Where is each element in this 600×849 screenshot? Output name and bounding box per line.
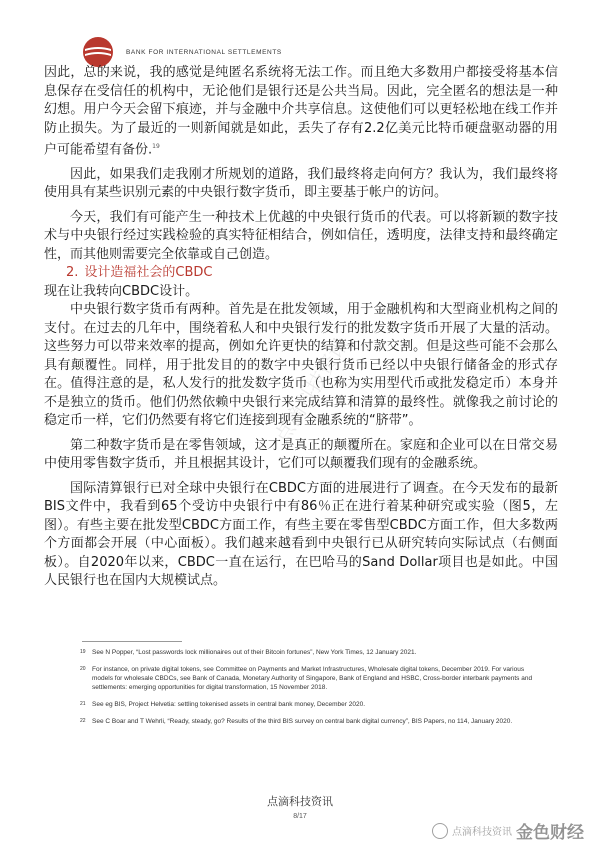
- footnote-text: See eg BIS, Project Helvetia: settling tokenised assets in central bank money, December 2020.: [92, 701, 366, 708]
- wechat-icon: [432, 823, 448, 839]
- footnote-text: For instance, on private digital tokens, see Committee on Payments and Market Infrastructures, Wholesale digital tokens, December 2019. For various models for wholesale CBDCs, see Bank of Canada, Monetary Authority of Singapore, Bank of England and HSBC, Cross-border interbank payments and settlements: emerging opportunities for digital transformation, 15 November 2018.: [92, 666, 533, 691]
- footnote: [80, 665, 540, 692]
- footnote-divider: [82, 641, 182, 642]
- paragraph: 现在让我转向CBDC设计。: [44, 283, 199, 299]
- org-name: BANK FOR INTERNATIONAL SETTLEMENTS: [126, 48, 282, 56]
- watermark-corner-small: 点滴科技资讯: [452, 827, 512, 838]
- paragraph: 因此，如果我们走我刚才所规划的道路，我们最终将走向何方？我认为，我们最终将使用具有某些识别元素的中央银行数字货币，即主要基于帐户的访问。: [44, 166, 558, 201]
- footnote-text: See N Popper, “Lost passwords lock millionaires out of their Bitcoin fortunes”, New York Times, 12 January 2021.: [92, 649, 417, 656]
- footnote-number: 21: [80, 701, 86, 707]
- footnote: [80, 700, 540, 709]
- paragraph: 中央银行数字货币有两种。首先是在批发领域，用于金融机构和大型商业机构之间的支付。在过去的几年中，围绕着私人和中央银行发行的批发数字货币开展了大量的活动。这些努力可以带来效率的提高，例如允许更快的结算和付款交割。但是这些可能不会那么具有颠覆性。同样，用于批发目的的数字中央银行货币已经以中央银行储备金的形式存在。值得注意的是，私人发行的批发数字货币（也称为实用型代币或批发稳定币）本身并不是独立的货币。他们仍然依赖中央银行来完成结算和清算的最终性。就像我之前讨论的稳定币一样，它们仍然要有将它们连接到现有金融系统的“脐带”。: [44, 302, 558, 429]
- paragraph: 因此，总的来说，我的感觉是纯匿名系统将无法工作。而且绝大多数用户都接受将基本信息保存在受信任的机构中，无论他们是银行还是公共当局。因此，完全匿名的想法是一种幻想。用户今天会留下痕迹，并与金融中介共享信息。这使他们可以更轻松地在线工作并防止损失。为了最近的一则新闻就是如此，丢失了存有2.2亿美元比特币硬盘驱动器的用户可能希望有备份.$^{19}$: [44, 65, 558, 158]
- watermark-corner: [432, 818, 584, 843]
- footnotes: [80, 648, 540, 734]
- paragraph: 国际清算银行已对全球中央银行在CBDC方面的进展进行了调查。在今天发布的最新BIS文件中，我看到65个受访中央银行中有86％正在进行着某种研究或实验（图5，左图）。有些主要在批发型CBDC方面工作，有些主要在零售型CBDC方面工作，但大多数两个方面都会开展（中心面板）。我们越来越看到中央银行已从研究转向实际试点（右侧面板）。自2020年以来，CBDC一直在运行，在巴哈马的Sand Dollar项目也是如此。中国人民银行也在国内大规模试点。: [44, 480, 558, 589]
- watermark-corner-big: 金色财经: [516, 823, 584, 843]
- footnote-ref: 19: [152, 143, 160, 150]
- section-number: 2.: [66, 265, 79, 281]
- main-content: [44, 64, 558, 591]
- footnote-text: See C Boar and T Wehrli, “Ready, steady, go? Results of the third BIS survey on central bank digital currency”, BIS Papers, no 114, January 2020.: [92, 718, 513, 725]
- footnote-number: 20: [80, 666, 86, 672]
- watermark-center: 点滴科技资讯: [269, 333, 354, 448]
- paragraph: 今天，我们有可能产生一种技术上优越的中央银行货币的代表。可以将新颖的数字技术与中央银行经过实践检验的真实特征相结合，例如信任，透明度，法律支持和最终确定性，而其他则需要完全依靠或自己创造。: [44, 209, 558, 262]
- paragraph: 第二种数字货币是在零售领域，这才是真正的颠覆所在。家庭和企业可以在日常交易中使用零售数字货币，并且根据其设计，它们可以颠覆我们现有的金融系统。: [44, 437, 558, 472]
- section-heading: [44, 264, 558, 283]
- footnote: [80, 648, 540, 657]
- footnote: [80, 717, 540, 726]
- footnote-number: 19: [80, 649, 86, 655]
- section-title: 设计造福社会的CBDC: [84, 265, 213, 281]
- page-number: 8/17: [293, 813, 307, 820]
- footer-site-name: 点滴科技资讯: [267, 795, 333, 808]
- footnote-number: 22: [80, 718, 86, 724]
